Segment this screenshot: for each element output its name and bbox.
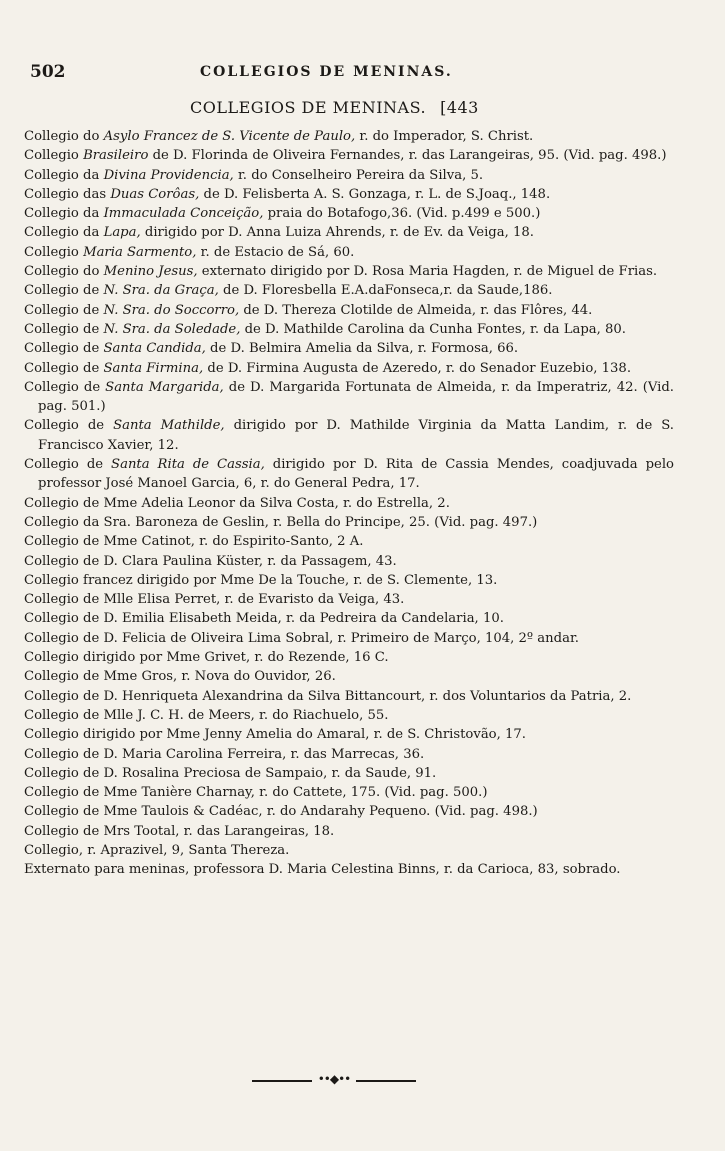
entry-address: praia do Botafogo,36. (Vid. p.499 e 500.) [263,206,541,222]
list-item [24,185,674,204]
entry-lead: Collegio [24,244,84,260]
list-item [24,609,674,628]
entry-lead: Collegio [24,148,84,164]
entry-lead: Collegio dirigido por Mme Grivet, r. do Rezende, 16 C. [24,650,389,666]
entry-lead: Collegio de Mrs Tootal, r. das Larangeiras, 18. [24,823,335,839]
entry-name-italic: Santa Candida, [103,341,206,357]
entry-lead: Collegio dirigido por Mme Jenny Amelia do Amaral, r. de S. Christovão, 17. [24,727,526,743]
entry-lead: Collegio da [24,225,104,241]
list-item [24,166,674,185]
entry-name-italic: N. Sra. da Soledade, [103,321,241,337]
entry-name-italic: Maria Sarmento, [83,244,197,260]
list-item [24,745,674,764]
list-item [24,146,674,165]
list-item [24,687,674,706]
entry-lead: Collegio, r. Aprazivel, 9, Santa Thereza. [24,842,290,858]
entry-address: r. do Conselheiro Pereira da Silva, 5. [233,167,484,183]
entry-address: de D. Florinda de Oliveira Fernandes, r. das Larangeiras, 95. (Vid. pag. 498.) [148,148,667,164]
list-item [24,262,674,281]
list-item [24,860,674,879]
entry-address: de D. Margarida Fortunata de Almeida, r. da Imperatriz, 42. (Vid. pag. 501.) [38,379,674,415]
entry-address: r. de Estacio de Sá, 60. [196,244,355,260]
entry-name-italic: Santa Rita de Cassia, [111,457,265,473]
entry-lead: Collegio de [24,457,112,473]
entry-lead: Collegio de D. Henriqueta Alexandrina da Silva Bittancourt, r. dos Voluntarios da Patria, 2. [24,688,632,704]
section-title [190,98,479,117]
list-item [24,706,674,725]
entry-address: de D. Felisberta A. S. Gonzaga, r. L. de S.Joaq., 148. [199,186,551,202]
entry-lead: Collegio de Mlle J. C. H. de Meers, r. do Riachuelo, 55. [24,707,389,723]
entry-lead: Collegio de Mme Tanière Charnay, r. do Cattete, 175. (Vid. pag. 500.) [24,785,488,801]
entry-lead: Collegio de [24,379,106,395]
entry-list [24,127,674,880]
entry-address: de D. Thereza Clotilde de Almeida, r. das Flôres, 44. [239,302,593,318]
entry-address: de D. Mathilde Carolina da Cunha Fontes, r. da Lapa, 80. [240,321,626,337]
entry-lead: Collegio de [24,321,104,337]
list-item [24,378,674,417]
entry-lead: Collegio do [24,129,104,144]
entry-lead: Collegio de D. Maria Carolina Ferreira, r. das Marrecas, 36. [24,746,425,762]
entry-lead: Externato para meninas, professora D. Maria Celestina Binns, r. da Carioca, 83, sobrado. [24,862,621,878]
entry-name-italic: Asylo Francez de S. Vicente de Paulo, [103,129,356,144]
list-item [24,223,674,242]
list-item [24,204,674,223]
entry-lead: Collegio francez dirigido por Mme De la Touche, r. de S. Clemente, 13. [24,572,498,588]
list-item [24,725,674,744]
page-number: 502 [30,62,66,82]
section-number: [443 [440,98,479,117]
list-item [24,513,674,532]
entry-address: r. do Imperador, S. Christ. [355,129,534,144]
entry-name-italic: Duas Corôas, [110,186,200,202]
list-item [24,281,674,300]
list-item [24,783,674,802]
list-item [24,455,674,494]
list-item [24,822,674,841]
list-item [24,841,674,860]
entry-lead: Collegio de [24,418,114,434]
entry-address: de D. Belmira Amelia da Silva, r. Formosa, 66. [205,341,519,357]
list-item [24,494,674,513]
entry-name-italic: Santa Firmina, [103,360,204,376]
list-item [24,629,674,648]
list-item [24,416,674,455]
list-item [24,764,674,783]
entry-name-italic: Santa Margarida, [105,379,224,395]
list-item [24,301,674,320]
entry-lead: Collegio de D. Rosalina Preciosa de Sampaio, r. da Saude, 91. [24,765,437,781]
entry-name-italic: Brasileiro [83,148,149,164]
entry-lead: Collegio da [24,167,104,183]
list-item [24,127,674,146]
ornament-glyphs: ••◆•• [317,1072,351,1086]
entry-name-italic: N. Sra. do Soccorro, [103,302,240,318]
entry-lead: Collegio de Mme Taulois & Cadéac, r. do Andarahy Pequeno. (Vid. pag. 498.) [24,804,538,820]
entry-lead: Collegio de Mme Adelia Leonor da Silva Costa, r. do Estrella, 2. [24,495,450,511]
entry-address: externato dirigido por D. Rosa Maria Hagden, r. de Miguel de Frias. [197,264,658,280]
entry-lead: Collegio de [24,302,104,318]
entry-lead: Collegio de Mme Catinot, r. do Espirito-Santo, 2 A. [24,534,364,550]
entry-name-italic: Divina Providencia, [103,167,234,183]
entry-lead: Collegio de D. Emilia Elisabeth Meida, r. da Pedreira da Candelaria, 10. [24,611,504,627]
list-item [24,320,674,339]
list-item [24,552,674,571]
entry-address: de D. Floresbella E.A.daFonseca,r. da Saude,186. [218,283,553,299]
entry-lead: Collegio da [24,206,104,222]
entry-name-italic: N. Sra. da Graça, [103,283,219,299]
list-item [24,571,674,590]
entry-lead: Collegio de [24,360,104,376]
entry-address: dirigido por D. Rita de Cassia Mendes, coadjuvada pelo professor José Manoel Garcia, 6, r. do General Pedra, 17. [38,457,674,492]
entry-lead: Collegio da Sra. Baroneza de Geslin, r. Bella do Principe, 25. (Vid. pag. 497.) [24,514,538,530]
list-item [24,339,674,358]
entry-address: dirigido por D. Anna Luiza Ahrends, r. de Ev. da Veiga, 18. [140,225,534,241]
entry-name-italic: Santa Mathilde, [113,418,225,434]
list-item [24,648,674,667]
list-item [24,532,674,551]
entry-name-italic: Menino Jesus, [103,264,198,280]
entry-lead: Collegio das [24,186,111,202]
entry-lead: Collegio de Mlle Elisa Perret, r. de Evaristo da Veiga, 43. [24,592,405,608]
list-item [24,590,674,609]
end-ornament [252,1072,416,1086]
list-item [24,243,674,262]
entry-lead: Collegio do [24,264,104,280]
running-head: COLLEGIOS DE MENINAS. [200,64,453,80]
entry-name-italic: Lapa, [103,225,141,241]
entry-address: de D. Firmina Augusta de Azeredo, r. do Senador Euzebio, 138. [203,360,632,376]
entry-address: dirigido por D. Mathilde Virginia da Matta Landim, r. de S. Francisco Xavier, 12. [38,418,675,453]
section-title-text: COLLEGIOS DE MENINAS. [190,98,427,117]
entry-lead: Collegio de D. Felicia de Oliveira Lima Sobral, r. Primeiro de Março, 104, 2º andar. [24,630,579,646]
entry-lead: Collegio de [24,283,104,299]
entry-name-italic: Immaculada Conceição, [103,206,264,222]
entry-lead: Collegio de [24,341,104,357]
list-item [24,359,674,378]
entry-lead: Collegio de Mme Gros, r. Nova do Ouvidor, 26. [24,669,336,685]
list-item [24,667,674,686]
entry-lead: Collegio de D. Clara Paulina Küster, r. da Passagem, 43. [24,553,397,569]
list-item [24,802,674,821]
